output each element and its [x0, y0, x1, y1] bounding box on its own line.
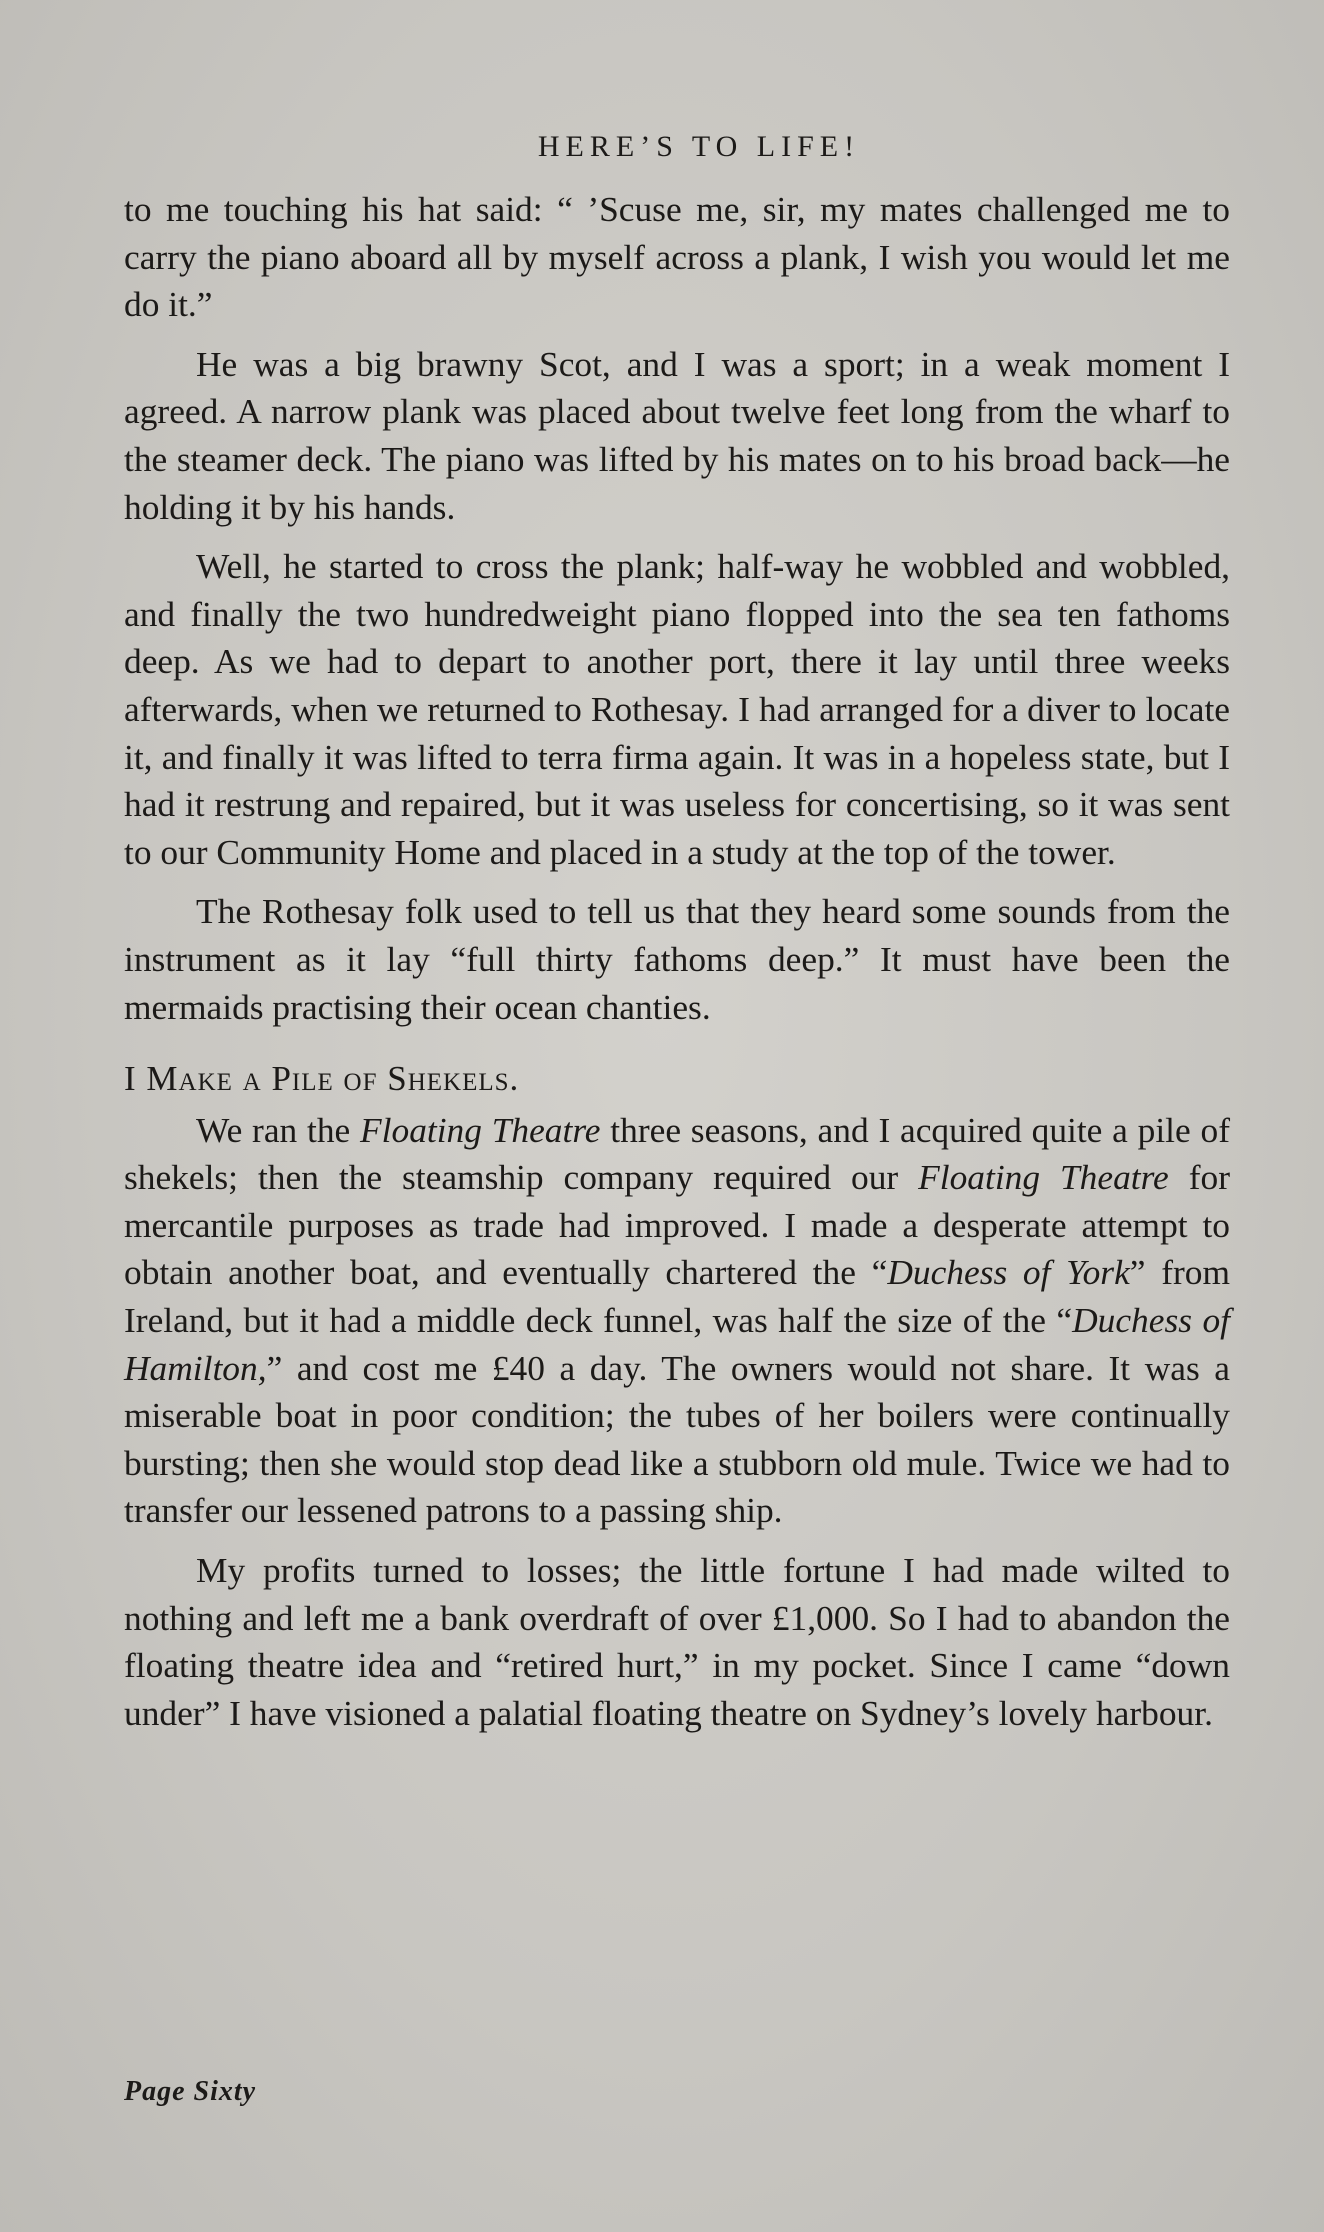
paragraph-6: My profits turned to losses; the little fortune I had made wilted to nothing and left me a bank overdraft of over £1,000. So I had to abandon the floating theatre idea and “retired hurt,” in my pocket. Since I came “down under” I have visioned a palatial floating theatre on Sydney’s lovely harbour.	[124, 1550, 1230, 1733]
running-head: HERE’S TO LIFE!	[537, 130, 861, 163]
paragraph-4: The Rothesay folk used to tell us that they heard some sounds from the instrument as it lay “full thirty fathoms deep.” It must have been the mermaids practising their ocean chanties.	[124, 891, 1230, 1027]
italic-title: Duchess of Hamilton,	[124, 1300, 1230, 1388]
body-text	[124, 186, 1230, 1737]
italic-title: Duchess of York	[887, 1252, 1130, 1293]
page-number: Page Sixty	[124, 2076, 257, 2107]
text-run: three seasons, and I acquired quite a pile of shekels; then the steamship company required our	[124, 1109, 1230, 1198]
text-run: for mercantile purposes as trade had improved. I made a desperate attempt to obtain another boat, and eventually chartered the “	[124, 1157, 1230, 1293]
italic-title: Floating Theatre	[360, 1109, 601, 1150]
paragraph-1: to me touching his hat said: “ ’Scuse me, sir, my mates challenged me to carry the piano aboard all by myself across a plank, I wish you would let me do it.”	[124, 189, 1230, 325]
text-run: ” and cost me £40 a day. The owners would not share. It was a miserable boat in poor condition; the tubes of her boilers were continually bursting; then she would stop dead like a stubborn old mule. Twice we had to transfer our lessened patrons to a passing ship.	[124, 1347, 1230, 1531]
paragraph-2: He was a big brawny Scot, and I was a sport; in a weak moment I agreed. A narrow plank was placed about twelve feet long from the wharf to the steamer deck. The piano was lifted by his mates on to his broad back—he holding it by his hands.	[124, 343, 1230, 527]
book-page	[124, 130, 1230, 2190]
italic-title: Floating Theatre	[918, 1157, 1169, 1198]
paragraph-5	[124, 1107, 1230, 1535]
paragraph-3: Well, he started to cross the plank; half-way he wobbled and wobbled, and finally the two hundredweight piano flopped into the sea ten fathoms deep. As we had to depart to another port, there it lay until three weeks afterwards, when we returned to Rothesay. I had arranged for a diver to locate it, and finally it was lifted to terra firma again. It was in a hopeless state, but I had it restrung and repaired, but it was useless for concertising, so it was sent to our Community Home and placed in a study at the top of the tower.	[124, 546, 1230, 872]
section-heading: I Make a Pile of Shekels.	[124, 1059, 520, 1099]
text-run: ” from Ireland, but it had a middle deck funnel, was half the size of the “	[124, 1252, 1230, 1341]
text-run: We ran the	[196, 1109, 361, 1150]
